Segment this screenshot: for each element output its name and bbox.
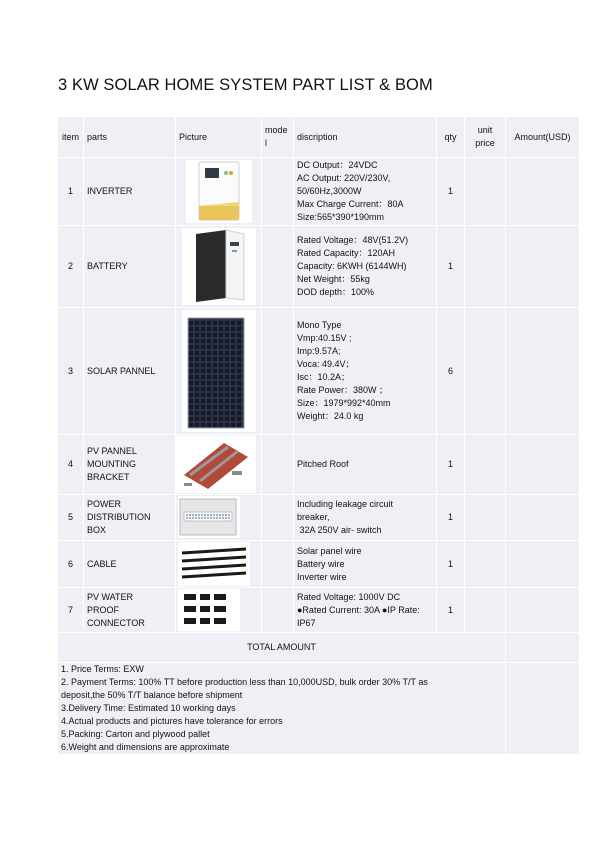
terms-line: 2. Payment Terms: 100% TT before production less than 10,000USD, bulk order 30% T/T as (61, 677, 428, 687)
description-line: Inverter wire (297, 571, 347, 582)
cable-image (176, 541, 262, 588)
model-cell (262, 588, 294, 633)
item-number: 7 (58, 588, 84, 633)
part-name: BATTERY (84, 226, 176, 308)
description-cell (294, 226, 437, 308)
description-cell (294, 158, 437, 226)
terms-line: 3.Delivery Time: Estimated 10 working days (61, 703, 236, 713)
part-name: CABLE (84, 541, 176, 588)
terms-line: 1. Price Terms: EXW (61, 664, 144, 674)
header-parts: parts (84, 117, 176, 158)
description-line: DC Output：24VDC (297, 160, 378, 170)
header-picture: Picture (176, 117, 262, 158)
description-line: Isc：10.2A； (297, 372, 351, 382)
part-name: INVERTER (84, 158, 176, 226)
unit-price-cell (465, 588, 506, 633)
description-line: Solar panel wire (297, 545, 362, 556)
description-line: Rate Power：380W ； (297, 385, 389, 395)
amount-cell (506, 226, 580, 308)
header-amount: Amount(USD) (506, 117, 580, 158)
description-line: Pitched Roof (297, 459, 349, 469)
amount-cell (506, 435, 580, 495)
description-line: 50/60Hz,3000W (297, 186, 362, 196)
header-unit-price: unit price (465, 117, 506, 158)
inverter-image (176, 158, 262, 226)
item-number: 1 (58, 158, 84, 226)
unit-price-cell (465, 495, 506, 541)
description-line: Weight：24.0 kg (297, 411, 364, 421)
description-line: Rated Voltage: 1000V DC (297, 591, 401, 602)
qty-cell: 1 (437, 541, 465, 588)
terms-side-cell (506, 663, 580, 755)
unit-price-cell (465, 158, 506, 226)
description-cell (294, 495, 437, 541)
table-row (58, 588, 580, 633)
qty-cell: 1 (437, 435, 465, 495)
description-line: 32A 250V air- switch (297, 525, 382, 535)
description-line: AC Output: 220V/230V, (297, 173, 391, 183)
model-cell (262, 158, 294, 226)
terms-block (58, 663, 506, 755)
unit-price-cell (465, 435, 506, 495)
amount-cell (506, 541, 580, 588)
table-row (58, 226, 580, 308)
amount-cell (506, 158, 580, 226)
description-line: Vmp:40.15V ; (297, 333, 352, 343)
qty-cell: 1 (437, 588, 465, 633)
description-line: Capacity: 6KWH (6144WH) (297, 261, 407, 271)
model-cell (262, 541, 294, 588)
item-number: 4 (58, 435, 84, 495)
part-name: PV WATER PROOF CONNECTOR (84, 588, 176, 633)
table-row (58, 158, 580, 226)
description-line: Net Weight：55kg (297, 274, 370, 284)
part-name: PV PANNEL MOUNTING BRACKET (84, 435, 176, 495)
distribution-box-image (176, 495, 262, 541)
description-line: Size:565*390*190mm (297, 212, 385, 222)
connector-image (176, 588, 262, 633)
description-line: Including leakage circuit (297, 499, 394, 509)
description-line: Rated Capacity：120AH (297, 248, 396, 258)
description-cell (294, 435, 437, 495)
description-cell (294, 588, 437, 633)
table-row (58, 308, 580, 435)
item-number: 6 (58, 541, 84, 588)
unit-price-cell (465, 541, 506, 588)
bom-table (57, 116, 580, 755)
model-cell (262, 308, 294, 435)
terms-line: 4.Actual products and pictures have tolerance for errors (61, 716, 283, 726)
description-line: IP67 (297, 617, 316, 628)
unit-price-cell (465, 226, 506, 308)
part-name: POWER DISTRIBUTION BOX (84, 495, 176, 541)
page-title: 3 KW SOLAR HOME SYSTEM PART LIST & BOM (58, 76, 433, 94)
model-cell (262, 495, 294, 541)
unit-price-cell (465, 308, 506, 435)
item-number: 2 (58, 226, 84, 308)
solar-panel-image (176, 308, 262, 435)
total-amount-value (506, 633, 580, 663)
terms-line: deposit,the 50% T/T balance before shipment (61, 690, 243, 700)
mounting-bracket-image (176, 435, 262, 495)
battery-image (176, 226, 262, 308)
header-model: mode l (262, 117, 294, 158)
table-row (58, 435, 580, 495)
item-number: 5 (58, 495, 84, 541)
description-line: ●Rated Current: 30A ●IP Rate: (297, 604, 420, 615)
terms-line: 6.Weight and dimensions are approximate (61, 742, 230, 752)
amount-cell (506, 308, 580, 435)
amount-cell (506, 495, 580, 541)
qty-cell: 6 (437, 308, 465, 435)
description-line: Voca: 49.4V； (297, 359, 355, 369)
description-cell (294, 308, 437, 435)
qty-cell: 1 (437, 226, 465, 308)
description-line: Imp:9.57A; (297, 346, 341, 356)
terms-line: 5.Packing: Carton and plywood pallet (61, 729, 210, 739)
qty-cell: 1 (437, 495, 465, 541)
table-row (58, 495, 580, 541)
table-header-row (58, 117, 580, 158)
description-line: DOD depth：100% (297, 287, 375, 297)
terms-row (58, 663, 580, 755)
description-line: Mono Type (297, 320, 342, 330)
amount-cell (506, 588, 580, 633)
description-line: Battery wire (297, 558, 345, 569)
description-line: Size：1979*992*40mm (297, 398, 391, 408)
total-row (58, 633, 580, 663)
table-row (58, 541, 580, 588)
total-amount-label: TOTAL AMOUNT (58, 633, 506, 663)
part-name: SOLAR PANNEL (84, 308, 176, 435)
description-cell (294, 541, 437, 588)
item-number: 3 (58, 308, 84, 435)
description-line: breaker, (297, 512, 330, 522)
model-cell (262, 226, 294, 308)
description-line: Max Charge Current：80A (297, 199, 404, 209)
header-description: discription (294, 117, 437, 158)
header-item: item (58, 117, 84, 158)
description-line: Rated Voltage：48V(51.2V) (297, 235, 409, 245)
model-cell (262, 435, 294, 495)
header-qty: qty (437, 117, 465, 158)
qty-cell: 1 (437, 158, 465, 226)
